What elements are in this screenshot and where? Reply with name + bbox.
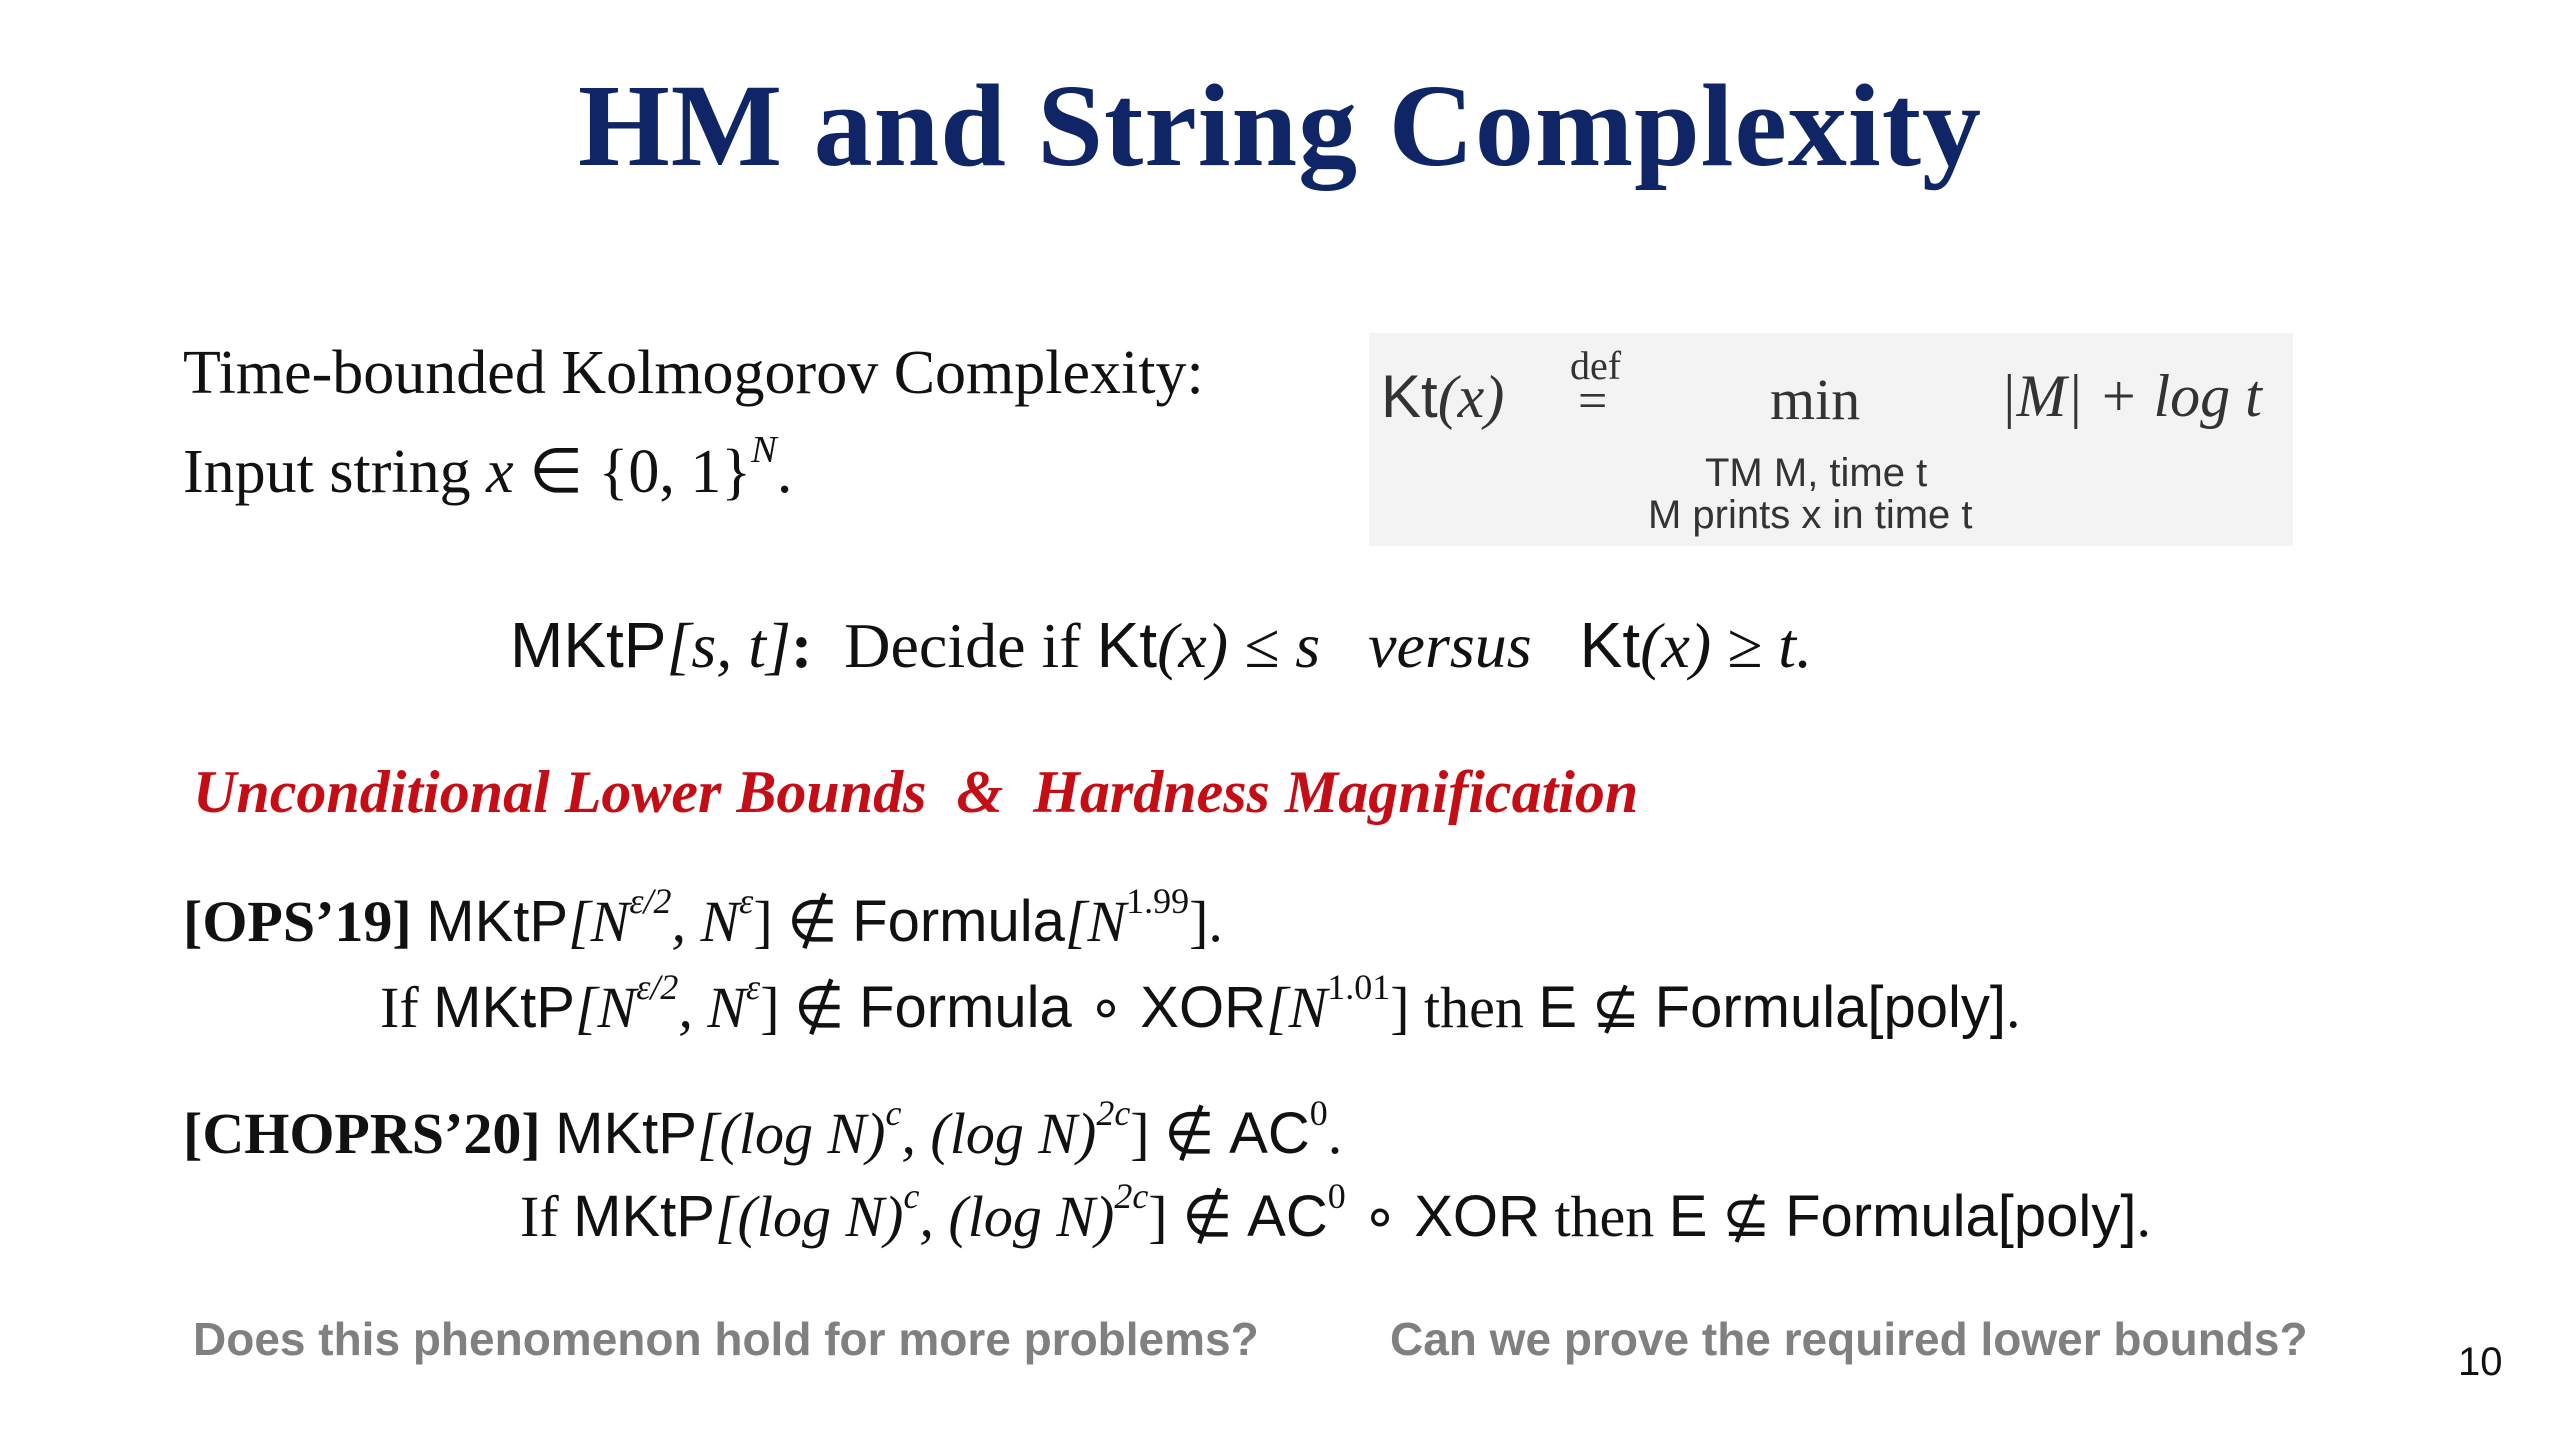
mktp-arg-exp: 2c	[1096, 1093, 1131, 1133]
min-subscript-line1: TM M, time t	[1705, 451, 1928, 495]
mktp-colon: :	[790, 610, 813, 681]
mktp-arg-exp: ε	[746, 967, 761, 1007]
mktp-arg-exp: ε/2	[629, 881, 672, 921]
class-arg-exp: 1.99	[1126, 881, 1190, 921]
formula-poly: Formula[poly]	[1654, 975, 2007, 1041]
class-arg: [N	[1266, 975, 1328, 1041]
kt-lhs	[1381, 362, 1504, 432]
question-lower-bounds: Can we prove the required lower bounds?	[1390, 1313, 2308, 1365]
class-arg-exp: 1.01	[1327, 967, 1391, 1007]
mktp-arg-exp: 2c	[1114, 1176, 1149, 1216]
mktp-name: MKtP	[555, 1101, 697, 1167]
mktp-arg: [(log N)	[714, 1184, 904, 1250]
choprs20-result-line2	[520, 1175, 2151, 1250]
input-var: x	[486, 437, 514, 506]
kt-rhs: |M| + log t	[2000, 363, 2262, 429]
input-string-line	[183, 428, 792, 508]
decide-text: Decide if	[844, 610, 1097, 681]
min-subscript-line2: M prints x in time t	[1648, 493, 1973, 537]
page-number: 10	[2458, 1340, 2503, 1384]
class-name: Formula ∘ XOR	[859, 975, 1266, 1041]
mktp-arg-exp: ε/2	[636, 967, 679, 1007]
mktp-arg-exp: c	[903, 1176, 920, 1216]
choprs20-result-line1	[183, 1092, 1342, 1167]
period: .	[2136, 1184, 2151, 1250]
ops19-result-line2	[380, 966, 2021, 1041]
input-set: ∈ {0, 1}	[513, 437, 752, 506]
mktp-arg: , N	[678, 975, 747, 1041]
mktp-arg-close: ] ∉	[753, 889, 853, 955]
input-exp: N	[751, 429, 777, 471]
question-more-problems: Does this phenomenon hold for more problems?	[193, 1313, 1259, 1365]
mktp-arg: [(log N)	[696, 1101, 886, 1167]
class-arg: [N	[1064, 889, 1127, 955]
input-end: .	[776, 437, 793, 506]
class-exp: 0	[1327, 1176, 1346, 1216]
mktp-name: MKtP	[573, 1184, 715, 1250]
mktp-arg-close: ] ∉	[1148, 1184, 1248, 1250]
def-label: def	[1570, 343, 1622, 388]
class-arg-close: ]	[1390, 975, 1410, 1041]
kolmogorov-label: Time-bounded Kolmogorov Complexity:	[183, 339, 1204, 407]
formula-poly: Formula[poly]	[1785, 1184, 2137, 1250]
period: .	[2006, 975, 2021, 1041]
kt-name: Kt	[1381, 363, 1438, 430]
kt1: Kt	[1096, 609, 1158, 681]
class-exp: 0	[1309, 1093, 1328, 1133]
then-word: then	[1539, 1184, 1669, 1250]
mktp-arg-close: ] ∉	[1130, 1101, 1230, 1167]
mktp-name: MKtP	[433, 975, 575, 1041]
choprs20-ref: [CHOPRS’20]	[183, 1101, 541, 1167]
mktp-name: MKtP	[510, 609, 667, 681]
ops19-result-line1	[183, 880, 1223, 955]
period: .	[1327, 1101, 1343, 1167]
class-e: E	[1538, 975, 1578, 1041]
mktp-arg-exp: ε	[739, 881, 754, 921]
mktp-arg: , N	[671, 889, 740, 955]
mktp-arg: , (log N)	[901, 1101, 1097, 1167]
mktp-name: MKtP	[426, 889, 569, 955]
if-word: If	[380, 975, 434, 1041]
class-arg-close: ].	[1189, 889, 1223, 955]
class-name: Formula	[852, 889, 1065, 955]
class-name: AC	[1247, 1184, 1328, 1250]
input-prefix: Input string	[183, 437, 487, 506]
mktp-arg: , (log N)	[919, 1184, 1115, 1250]
xor-composition: ∘ XOR	[1345, 1184, 1540, 1250]
mktp-arg-exp: c	[885, 1093, 902, 1133]
mktp-problem-statement	[510, 608, 1812, 683]
min-operator: min	[1770, 367, 1861, 432]
class-e: E	[1668, 1184, 1708, 1250]
kt-arg: (x)	[1437, 364, 1505, 430]
mktp-arg: [N	[568, 889, 630, 955]
not-subset: ⊈	[1577, 975, 1655, 1041]
kt2: Kt	[1579, 609, 1641, 681]
class-name: AC	[1229, 1101, 1310, 1167]
mktp-arg-close: ] ∉	[760, 975, 860, 1041]
section-heading: Unconditional Lower Bounds & Hardness Magnification	[193, 759, 1639, 825]
then-word: then	[1409, 975, 1539, 1041]
cond1: (x) ≤ s	[1157, 610, 1321, 681]
mktp-params: [s, t]	[666, 610, 791, 681]
mktp-arg: [N	[574, 975, 637, 1041]
slide-title: HM and String Complexity	[578, 60, 1982, 191]
ops19-ref: [OPS’19]	[183, 889, 412, 955]
cond2: (x) ≥ t.	[1640, 610, 1813, 681]
versus-word: versus	[1368, 610, 1532, 681]
not-subset: ⊈	[1707, 1184, 1786, 1250]
if-word: If	[520, 1184, 574, 1250]
def-equals: =	[1578, 373, 1608, 430]
